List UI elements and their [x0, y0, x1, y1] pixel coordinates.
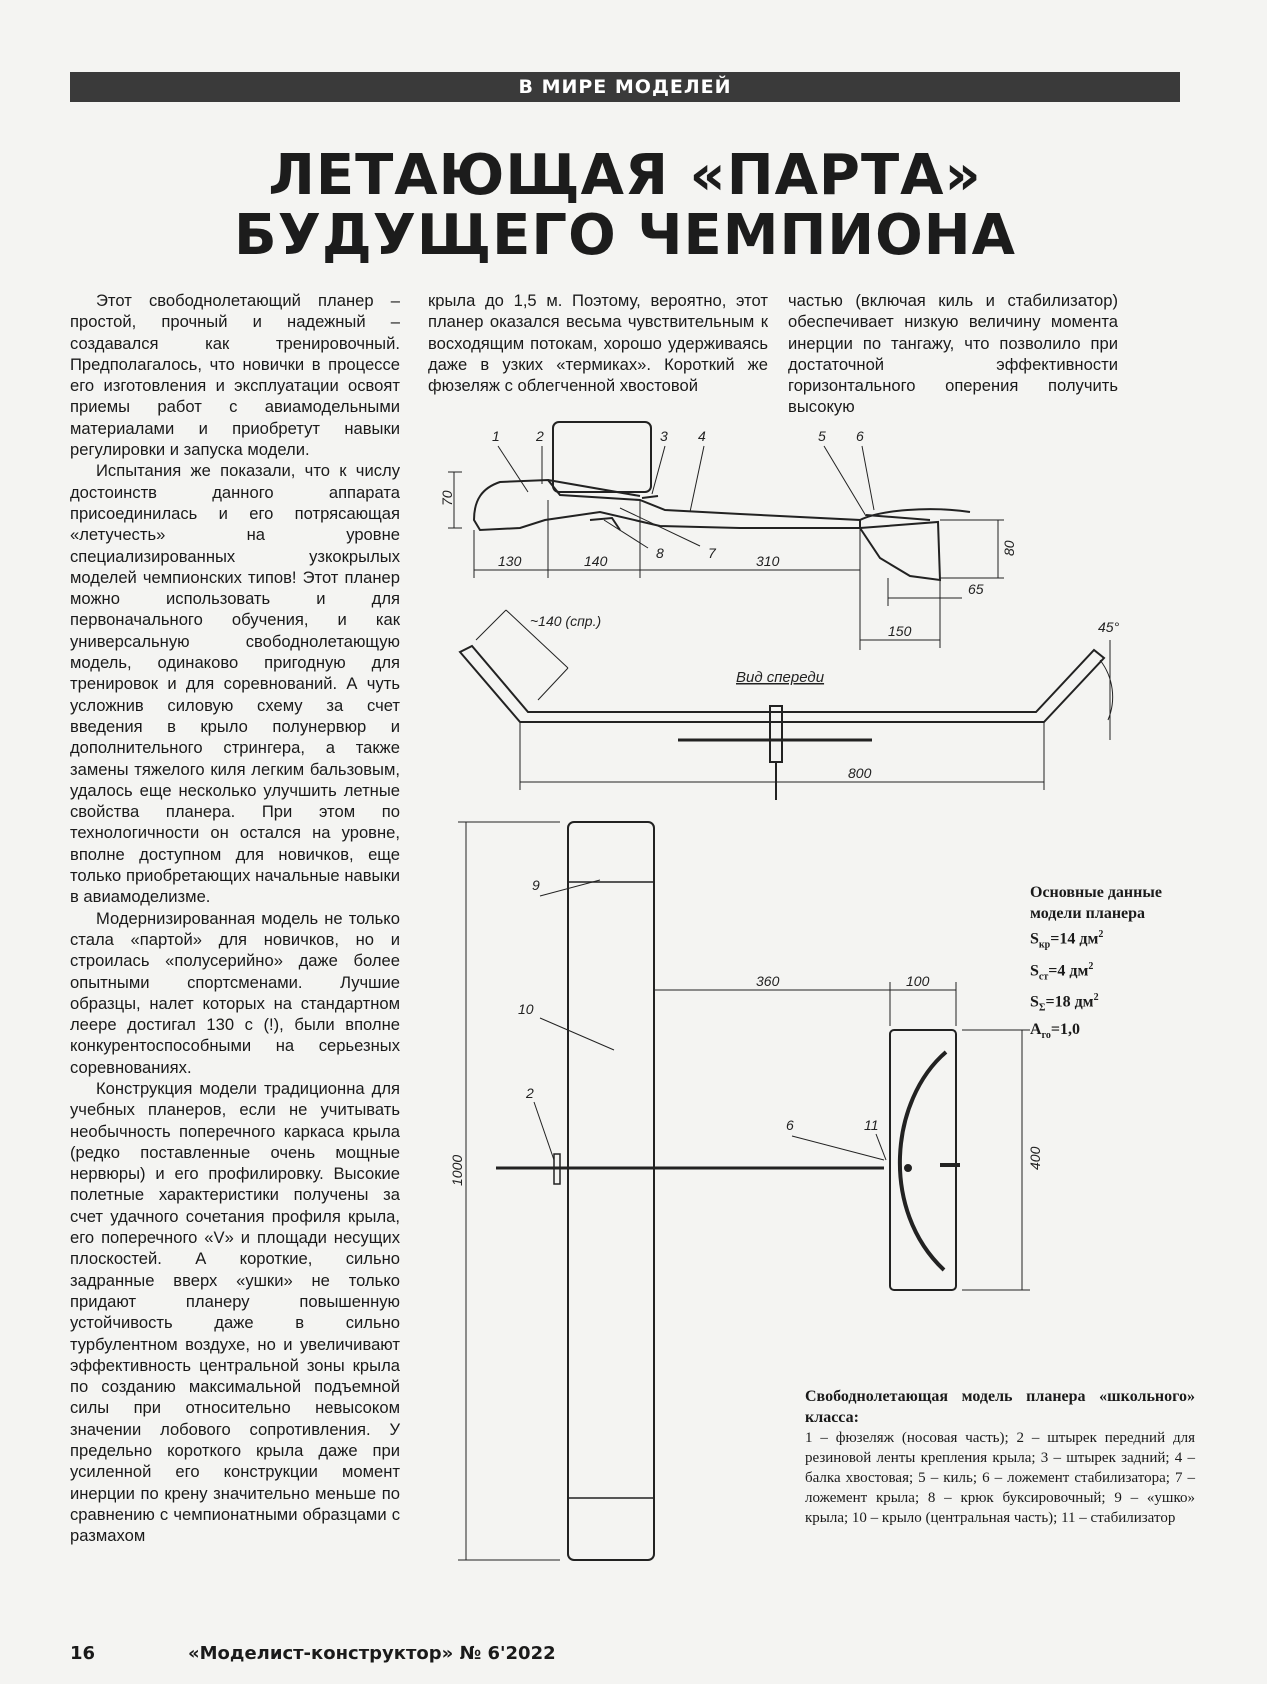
paragraph: Модернизированная модель не только стала «партой» для новичков, но и строилась «полусерийно» даже более опытными спортсменами. Лучшие образцы, налет которых на стандартном леере достигал 130 с (!), были вполне конкурентоспособными на серьезных соревнованиях. — [70, 908, 400, 1077]
wing-profile — [553, 422, 651, 492]
dim-360: 360 — [756, 973, 780, 989]
wing-bed — [548, 480, 640, 496]
callout-1: 1 — [492, 428, 500, 444]
callout-5: 5 — [818, 428, 826, 444]
data-s-st: $S_{ст}=4$ $дм^2$ — [1030, 960, 1094, 983]
callout-11: 11 — [864, 1117, 879, 1133]
section-header: В МИРЕ МОДЕЛЕЙ — [518, 76, 732, 98]
magazine-name: «Моделист-конструктор» № 6'2022 — [188, 1643, 556, 1664]
data-box — [1030, 882, 1180, 1046]
fin — [860, 522, 940, 580]
data-title-1: Основные данные — [1030, 884, 1162, 901]
fuselage-side — [474, 480, 860, 530]
callout-8: 8 — [656, 545, 664, 561]
dim-80: 80 — [1001, 540, 1017, 556]
dim-130: 130 — [498, 553, 522, 569]
fuselage-front — [770, 706, 782, 762]
caption-title: Свободнолетающая модель планера «школьного» класса: — [805, 1388, 1195, 1426]
front-view-label: Вид спереди — [736, 669, 825, 686]
data-s-kr: $S_{кр}=14$ $дм^2$ — [1030, 929, 1104, 951]
paragraph: частью (включая киль и стабилизатор) обеспечивает низкую величину момента инерции по тангажу, что позволило при достаточной эффективности горизонтального оперения получить высокую — [788, 291, 1118, 417]
wing-top — [568, 822, 654, 1560]
figure-caption — [805, 1386, 1195, 1528]
title-line-1: ЛЕТАЮЩАЯ «ПАРТА» — [268, 143, 982, 208]
callout-9: 9 — [532, 877, 540, 893]
data-s-sum: $S_\Sigma=18$ $дм^2$ — [1030, 992, 1099, 1014]
caption-text: 1 – фюзеляж (носовая часть); 2 – штырек передний для резиновой ленты крепления крыла; 3 – штырек задний; 4 – балка хвостовая; 5 – киль; 6 – ложемент стабилизатора; 7 –ложемент крыла; 8 – крюк буксировочный; 9 – «ушко» крыла; 10 – крыло (центральная часть); 11 – стабилизатор — [805, 1430, 1195, 1526]
callout-2-top: 2 — [526, 1085, 534, 1101]
dim-65: 65 — [968, 581, 984, 597]
stabilizer-rib — [900, 1052, 946, 1270]
dim-45: 45° — [1098, 619, 1120, 635]
callout-6-top: 6 — [786, 1117, 794, 1133]
callout-4: 4 — [698, 428, 706, 444]
data-title-2: модели планера — [1030, 905, 1146, 922]
page-number: 16 — [70, 1643, 96, 1664]
callout-3: 3 — [660, 428, 668, 444]
paragraph: Испытания же показали, что к числу достоинств данного аппарата присоединилась и его потрясающая «летучесть» на уровне специализированных узкокрылых моделей чемпионских типов! Этот планер можно использовать и для первоначального обучения, и как универсальную свободнолетающую модель, одинаково пригодную для тренировок и для соревнований. А чуть усложнив силовую схему за счет введения в крыло полунервюр и дополнительного стрингера, а также замены тяжелого киля легким бальзовым, удалось еще несколько улучшить летные свойства планера. При этом по технологичности он остался на уровне, вполне доступном для новичков, еще только приобретающих начальные навыки в авиамоделизме. — [70, 461, 400, 907]
dim-150: 150 — [888, 623, 912, 639]
dim-310: 310 — [756, 553, 780, 569]
dim-1000: 1000 — [449, 1154, 465, 1186]
data-a: $A_{го}=1,0$ — [1030, 1020, 1080, 1041]
callout-7: 7 — [708, 545, 716, 561]
dim-400: 400 — [1027, 1146, 1043, 1170]
callout-10: 10 — [518, 1001, 534, 1017]
paragraph: крыла до 1,5 м. Поэтому, вероятно, этот планер оказался весьма чувствительным к восходящим потокам, хорошо удерживаясь даже в узких «термиках». Короткий же фюзеляж с облегченной хвостовой — [428, 291, 768, 396]
dim-140: 140 — [584, 553, 608, 569]
callout-6: 6 — [856, 428, 864, 444]
paragraph: Этот свободнолетающий планер – простой, прочный и надежный – создавался как тренировочный. Предполагалось, что новички в процессе его изготовления и эксплуатации освоят приемы работ с авиамодельными материалами и приобретут навыки регулировки и запуска модели. — [70, 291, 400, 460]
title-line-2: БУДУЩЕГО ЧЕМПИОНА — [234, 203, 1016, 268]
dim-100: 100 — [906, 973, 930, 989]
dim-140-spr: ~140 (спр.) — [530, 613, 602, 629]
paragraph: Конструкция модели традиционна для учебных планеров, если не учитывать необычность поперечного каркаса крыла (редко поставленные очень мощные нервюры) и его профилировку. Высокие полетные характеристики получены за счет удачного сочетания профиля крыла, его поперечного «V» и площади несущих плоскостей. А короткие, сильно задранные вверх «ушки» не только придают планеру повышенную устойчивость даже в сильно турбулентном воздухе, но и увеличивают эффективность центральной зоны крыла по созданию максимальной подъемной силы при относительно невысоком значении лобового сопротивления. У предельно короткого крыла даже при усиленной его конструкции момент инерции по крену значительно меньше по сравнению с чемпионатными образцами с размахом — [70, 1078, 400, 1546]
dim-800: 800 — [848, 765, 872, 781]
dim-70: 70 — [439, 490, 455, 506]
callout-2: 2 — [536, 428, 544, 444]
